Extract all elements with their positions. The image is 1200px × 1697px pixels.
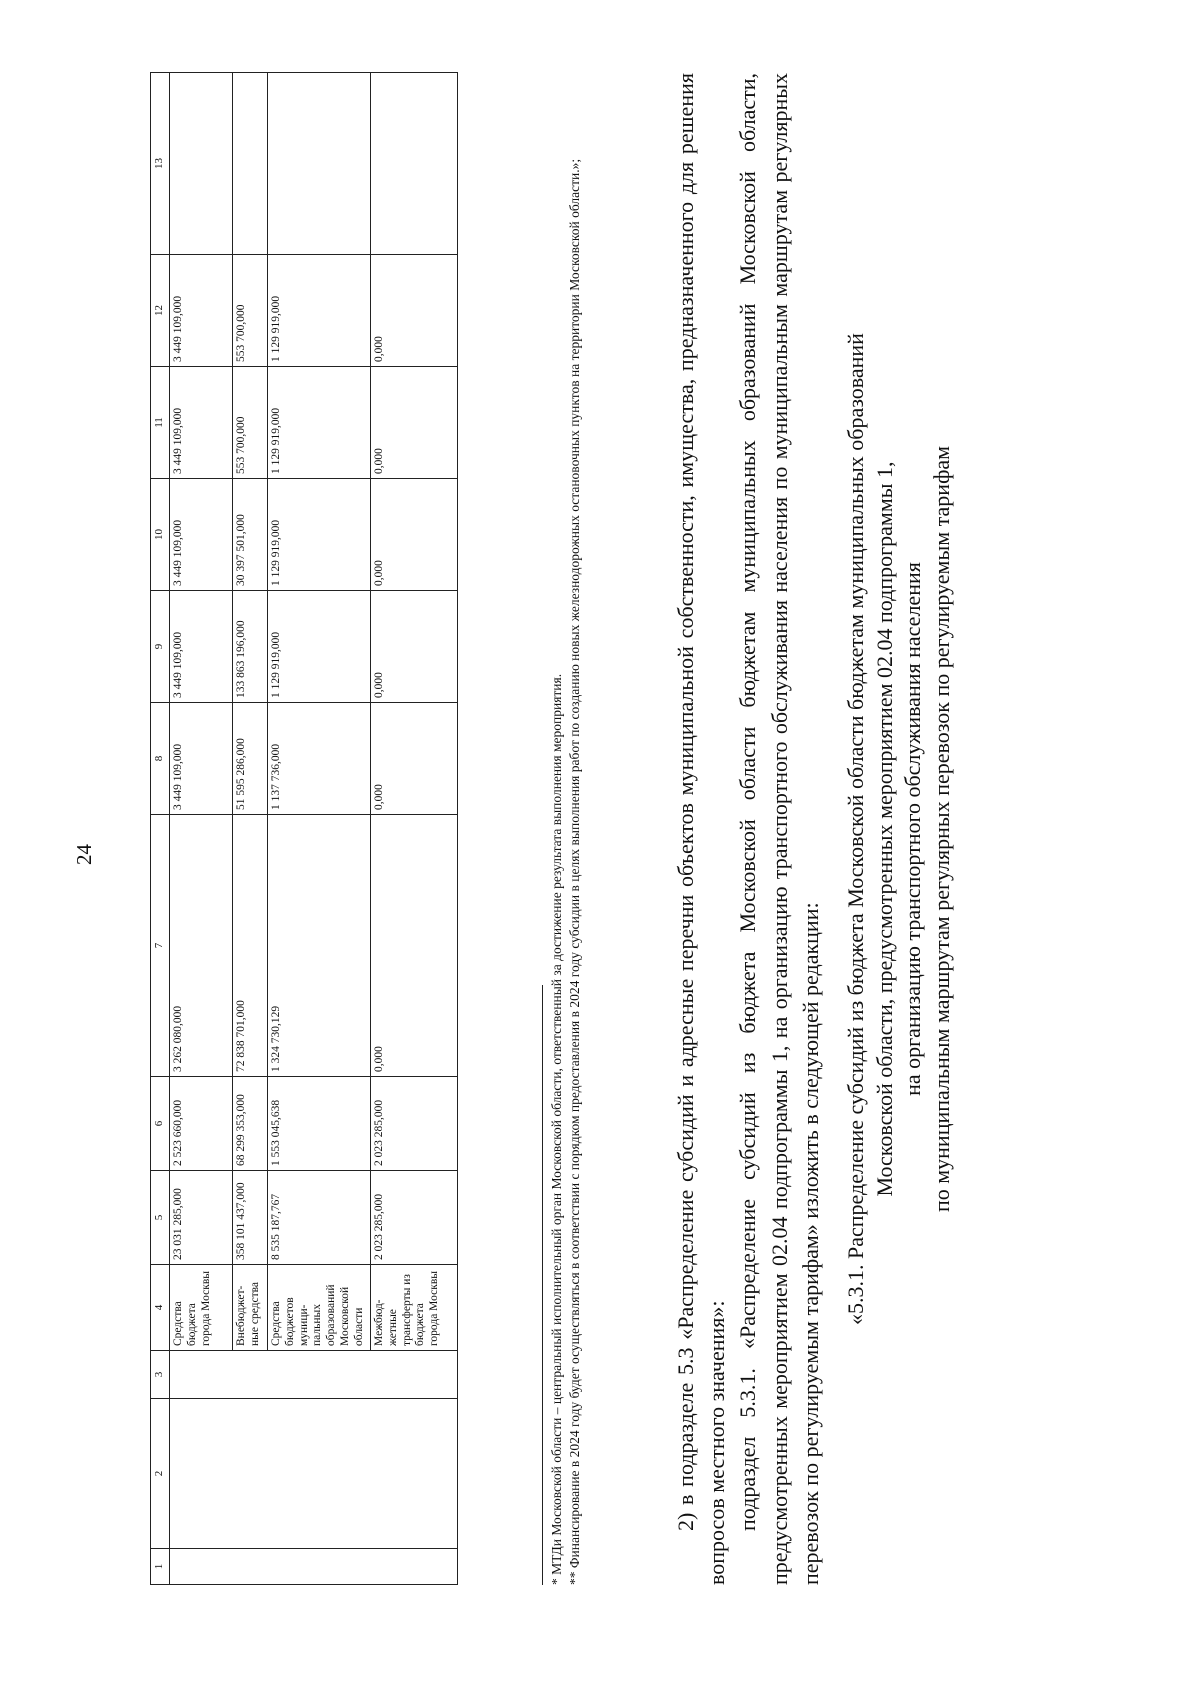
col-number: 11 xyxy=(151,367,170,479)
funding-source-cell: Средства бюджетов муници-пальных образований Московской области xyxy=(268,1265,371,1351)
value-cell: 0,000 xyxy=(371,703,458,815)
col-number: 7 xyxy=(151,815,170,1077)
section-subtitle xyxy=(842,73,956,1585)
value-cell: 68 299 353,000 xyxy=(233,1077,268,1171)
value-cell: 0,000 xyxy=(371,255,458,367)
value-cell: 2 023 285,000 xyxy=(371,1077,458,1171)
table-row xyxy=(170,73,233,1585)
paragraph: подраздел 5.3.1. «Распределение субсидий из бюджета Московской области бюджетам муниципальных образований Московской области, предусмотренных мероприятием 02.04 подпрограммы 1, на организацию транспортного обслуживания населения по муниципальным маршрутам регулярных перевозок по регулируемым тарифам» изложить в следующей редакции: xyxy=(735,73,823,1585)
subtitle-line: Московской области, предусмотренных мероприятием 02.04 подпрограммы 1, xyxy=(871,461,897,1197)
paragraph: 2) в подразделе 5.3 «Распределение субсидий и адресные перечни объектов муниципальной собственности, имущества, предназначенного для решения вопросов местного значения»: xyxy=(673,73,730,1585)
budget-table xyxy=(150,72,458,1585)
value-cell: 3 262 080,000 xyxy=(170,815,233,1077)
merged-cell xyxy=(170,1351,458,1399)
page-number: 24 xyxy=(72,844,96,865)
col-number: 13 xyxy=(151,73,170,255)
col-number: 1 xyxy=(151,1549,170,1585)
value-cell xyxy=(371,73,458,255)
value-cell: 2 023 285,000 xyxy=(371,1171,458,1265)
value-cell: 3 449 109,000 xyxy=(170,591,233,703)
value-cell: 3 449 109,000 xyxy=(170,479,233,591)
value-cell: 0,000 xyxy=(371,815,458,1077)
col-number: 2 xyxy=(151,1399,170,1549)
value-cell: 0,000 xyxy=(371,591,458,703)
value-cell: 1 129 919,000 xyxy=(268,367,371,479)
value-cell: 3 449 109,000 xyxy=(170,703,233,815)
col-number: 9 xyxy=(151,591,170,703)
footnotes xyxy=(548,105,583,1585)
value-cell: 0,000 xyxy=(371,479,458,591)
value-cell: 1 129 919,000 xyxy=(268,255,371,367)
footnote: * МТДи Московской области – центральный исполнительный орган Московской области, ответственный за достижение результата выполнения мероприятия. xyxy=(549,673,564,1585)
value-cell: 553 700,000 xyxy=(233,255,268,367)
footnote: ** Финансирование в 2024 году будет осуществляться в соответствии с порядком предоставления в 2024 году субсидии в целях выполнения работ по созданию новых железнодорожных остановочных пунктов на территории Московской области.»; xyxy=(566,158,582,1585)
value-cell: 358 101 437,000 xyxy=(233,1171,268,1265)
value-cell: 2 523 660,000 xyxy=(170,1077,233,1171)
value-cell: 72 838 701,000 xyxy=(233,815,268,1077)
value-cell: 0,000 xyxy=(371,367,458,479)
col-number: 5 xyxy=(151,1171,170,1265)
value-cell: 1 129 919,000 xyxy=(268,479,371,591)
value-cell: 1 324 730,129 xyxy=(268,815,371,1077)
col-number: 6 xyxy=(151,1077,170,1171)
merged-cell xyxy=(170,1549,458,1585)
col-number: 8 xyxy=(151,703,170,815)
value-cell: 51 595 286,000 xyxy=(233,703,268,815)
value-cell: 553 700,000 xyxy=(233,367,268,479)
footnote-divider xyxy=(542,985,543,1585)
value-cell: 23 031 285,000 xyxy=(170,1171,233,1265)
col-number: 4 xyxy=(151,1265,170,1351)
value-cell xyxy=(268,73,371,255)
value-cell: 1 137 736,000 xyxy=(268,703,371,815)
column-number-row xyxy=(151,73,170,1585)
value-cell: 1 129 919,000 xyxy=(268,591,371,703)
col-number: 10 xyxy=(151,479,170,591)
funding-source-cell: Внебюджет-ные средства xyxy=(233,1265,268,1351)
col-number: 3 xyxy=(151,1351,170,1399)
col-number: 12 xyxy=(151,255,170,367)
value-cell: 3 449 109,000 xyxy=(170,367,233,479)
body-text xyxy=(670,73,957,1585)
funding-source-cell: Средства бюджета города Москвы xyxy=(170,1265,233,1351)
value-cell: 8 535 187,767 xyxy=(268,1171,371,1265)
value-cell xyxy=(170,73,233,255)
value-cell: 1 553 045,638 xyxy=(268,1077,371,1171)
value-cell: 3 449 109,000 xyxy=(170,255,233,367)
merged-cell xyxy=(170,1399,458,1549)
subtitle-line: на организацию транспортного обслуживания населения xyxy=(900,562,926,1096)
value-cell: 133 863 196,000 xyxy=(233,591,268,703)
value-cell xyxy=(233,73,268,255)
value-cell: 30 397 501,000 xyxy=(233,479,268,591)
subtitle-line: «5.3.1. Распределение субсидий из бюджета Московской области бюджетам муниципальных образований xyxy=(843,333,869,1325)
subtitle-line: по муниципальным маршрутам регулярных перевозок по регулируемым тарифам xyxy=(928,445,954,1213)
funding-source-cell: Межбюд-жетные трансферты из бюджета города Москвы xyxy=(371,1265,458,1351)
